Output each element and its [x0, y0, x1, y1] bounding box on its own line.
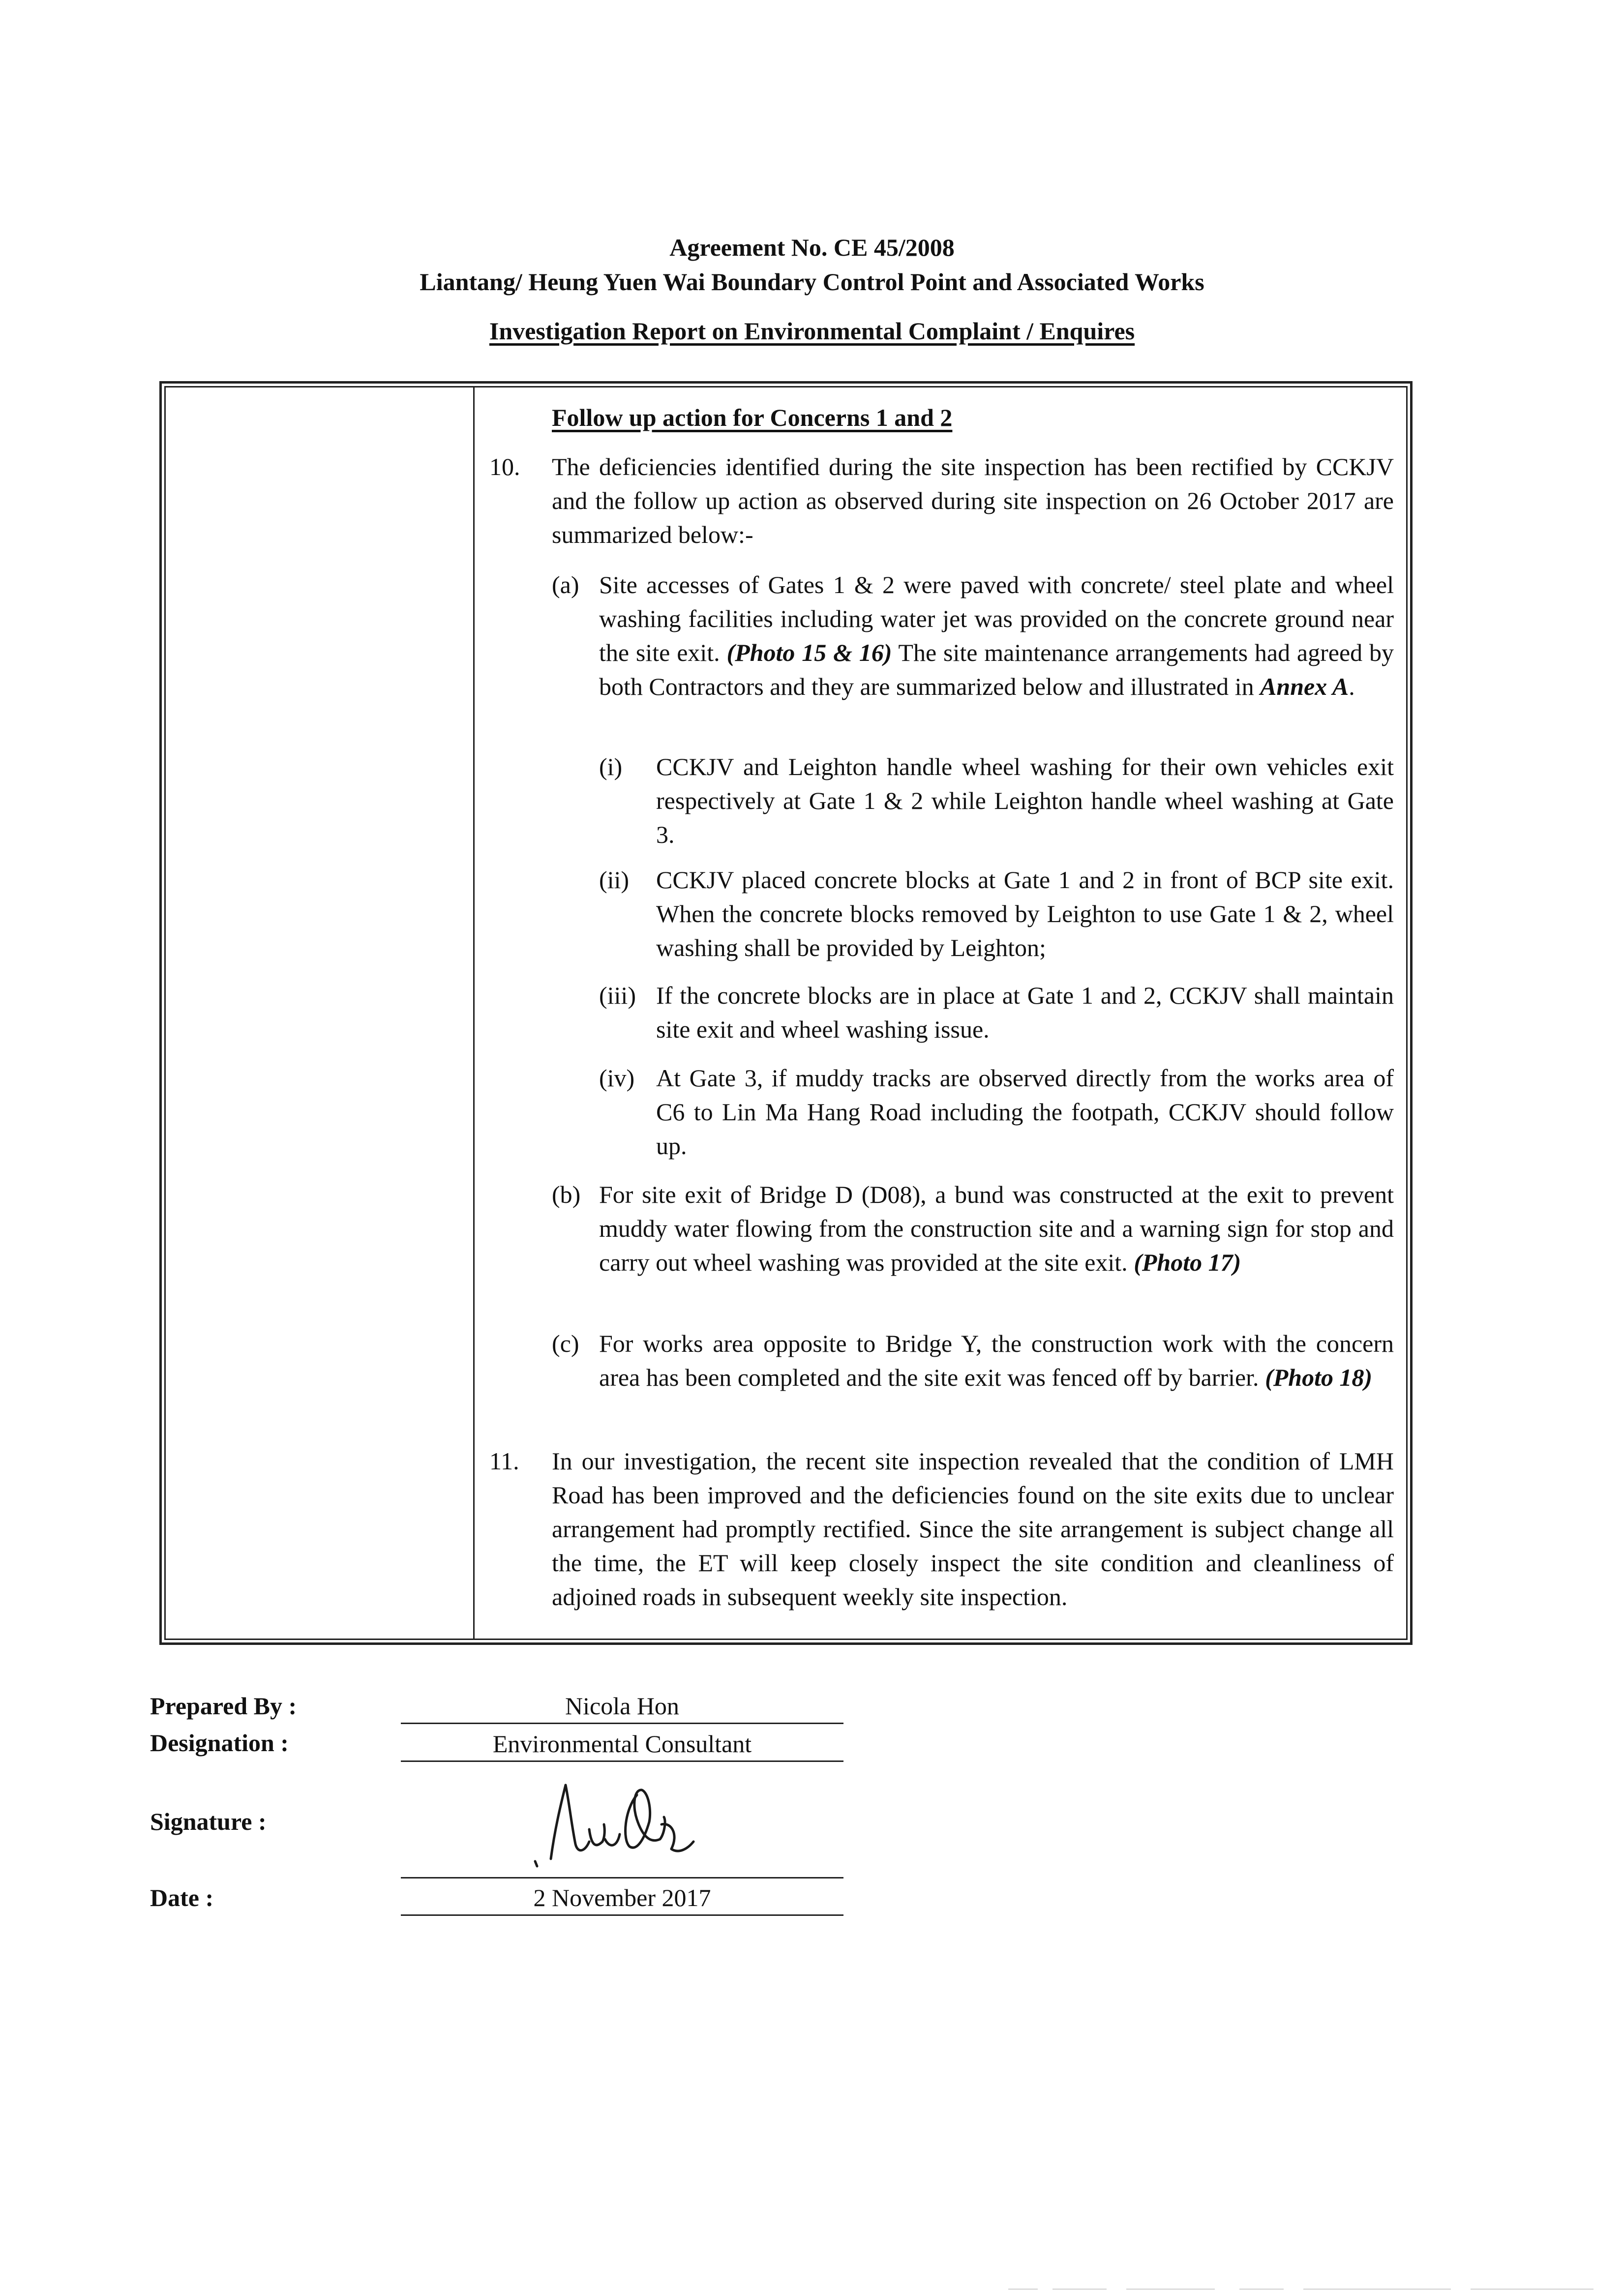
item-10-text: The deficiencies identified during the site inspection has been rectified by CCKJV and the follow up action as observed during site inspection on 26 October 2017 are summarized below:-: [552, 453, 1394, 548]
photo-ref-18: (Photo 18): [1265, 1364, 1373, 1391]
prepared-by-label: Prepared By :: [150, 1692, 297, 1720]
subitem-iii-text: If the concrete blocks are in place at Gate 1 and 2, CCKJV shall maintain site exit and wheel washing issue.: [656, 982, 1394, 1043]
signature-underline: [401, 1877, 843, 1879]
designation-underline: [401, 1760, 843, 1762]
section-heading: Follow up action for Concerns 1 and 2: [552, 404, 953, 431]
subitem-ii-label: (ii): [599, 866, 630, 894]
item-10-number: 10.: [489, 453, 520, 480]
item-11-text: In our investigation, the recent site inspection revealed that the condition of LMH Road has been improved and the deficiencies found on the site exits due to unclear arrangement had promptly rectified. Since the site arrangement is subject change all the time, the ET will keep closely inspect the site condition and cleanliness of adjoined roads in subsequent weekly site inspection.: [552, 1447, 1394, 1610]
date-underline: [401, 1914, 843, 1916]
item-b-label: (b): [552, 1181, 581, 1208]
prepared-by-value: Nicola Hon: [565, 1692, 679, 1720]
photo-ref-15-16: (Photo 15 & 16): [726, 639, 892, 666]
item-c-label: (c): [552, 1330, 579, 1357]
subitem-iv-text: At Gate 3, if muddy tracks are observed directly from the works area of C6 to Lin Ma Hang Road including the footpath, CCKJV should follow up.: [656, 1064, 1394, 1160]
subitem-i-label: (i): [599, 753, 623, 780]
item-c-text: For works area opposite to Bridge Y, the construction work with the concern area has been completed and the site exit was fenced off by barrier. (Photo 18): [599, 1330, 1394, 1391]
subitem-iv-label: (iv): [599, 1064, 635, 1092]
handwritten-signature: [531, 1775, 718, 1874]
subitem-iii-label: (iii): [599, 982, 636, 1009]
item-11-number: 11.: [489, 1447, 519, 1475]
item-b-text: For site exit of Bridge D (D08), a bund was constructed at the exit to prevent muddy water flowing from the construction site and a warning sign for stop and carry out wheel washing was provided at the site exit. (Photo 17): [599, 1181, 1394, 1276]
photo-ref-17: (Photo 17): [1134, 1249, 1241, 1276]
subitem-i-text: CCKJV and Leighton handle wheel washing for their own vehicles exit respectively at Gate 1 & 2 while Leighton handle wheel washing at Gate 3.: [656, 753, 1394, 848]
annex-a-ref: Annex A: [1260, 673, 1349, 700]
item-a-label: (a): [552, 571, 579, 598]
agreement-number: Agreement No. CE 45/2008: [669, 234, 955, 261]
date-label: Date :: [150, 1884, 214, 1911]
signature-label: Signature :: [150, 1808, 267, 1835]
designation-label: Designation :: [150, 1729, 289, 1757]
table-column-divider: [473, 386, 475, 1640]
report-title: Investigation Report on Environmental Complaint / Enquires: [489, 317, 1135, 345]
subitem-ii-text: CCKJV placed concrete blocks at Gate 1 and 2 in front of BCP site exit. When the concrete blocks removed by Leighton to use Gate 1 & 2, wheel washing shall be provided by Leighton;: [656, 866, 1394, 961]
project-title: Liantang/ Heung Yuen Wai Boundary Control Point and Associated Works: [420, 268, 1204, 296]
designation-value: Environmental Consultant: [492, 1730, 752, 1758]
item-a-text: Site accesses of Gates 1 & 2 were paved with concrete/ steel plate and wheel washing facilities including water jet was provided on the concrete ground near the site exit. (Photo 15 & 16) The site maintenance arrangements had agreed by both Contractors and they are summarized below and illustrated in Annex A.: [599, 571, 1394, 700]
scan-artifact: [1008, 2287, 1598, 2292]
date-value: 2 November 2017: [533, 1884, 711, 1911]
prepared-by-underline: [401, 1723, 843, 1724]
